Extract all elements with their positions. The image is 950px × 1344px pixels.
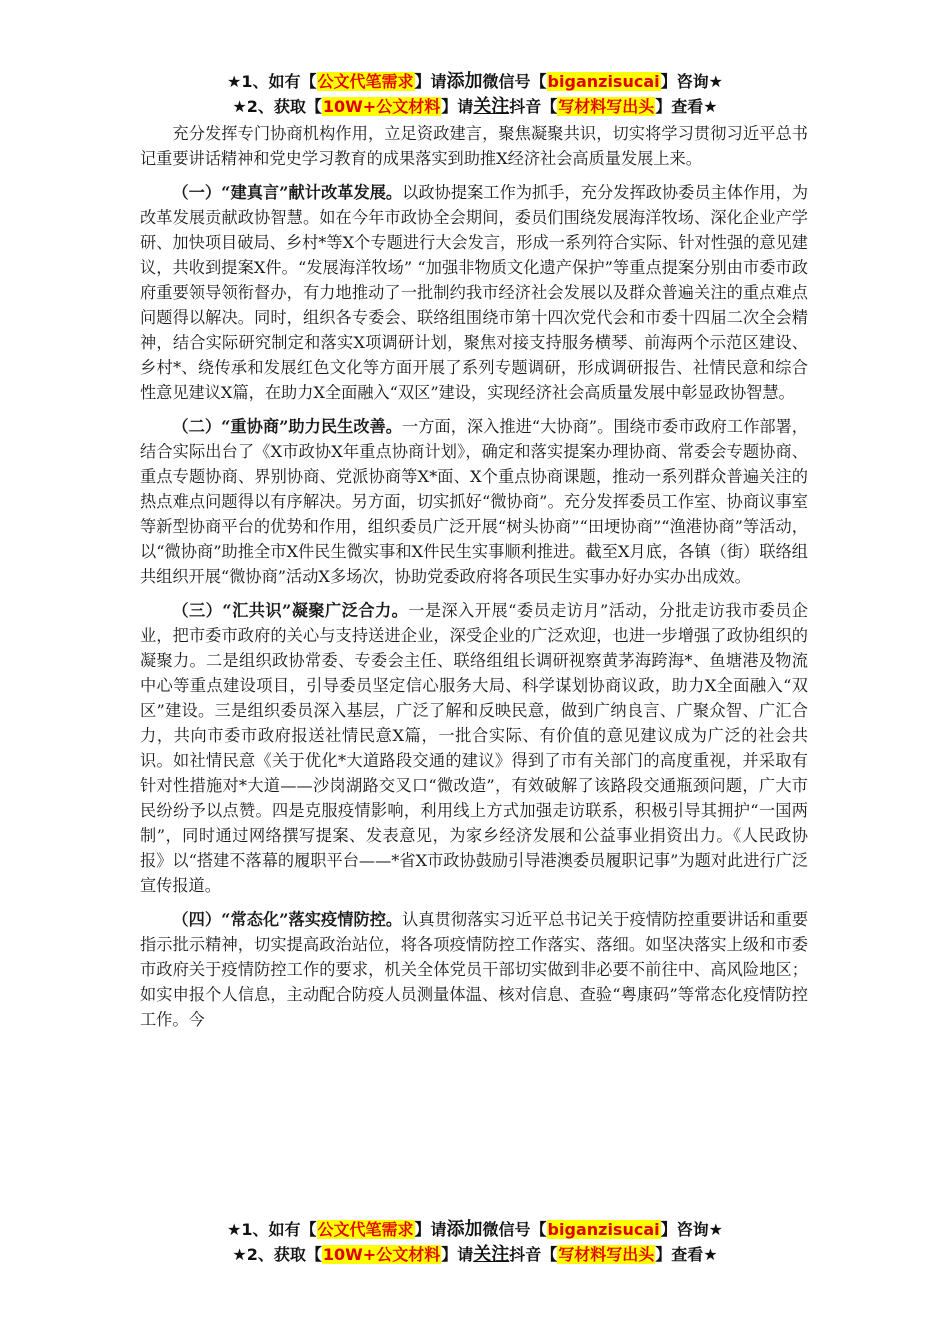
banner-text: ★1、如有【 <box>227 1220 317 1239</box>
banner-text: 抖音【 <box>509 97 558 116</box>
banner-text: ★1、如有【 <box>227 72 317 91</box>
emphasis-text: 关注 <box>473 96 510 117</box>
section-4-paragraph <box>140 907 808 1032</box>
section-3-heading: （三）“汇共识”凝聚广泛合力。 <box>172 601 409 620</box>
highlight-wechat-id: biganzisucai <box>547 1220 660 1239</box>
banner-text: ★2、获取【 <box>232 1245 322 1264</box>
highlight-service: 公文代笔需求 <box>317 72 414 91</box>
banner-text: 】请 <box>414 72 447 91</box>
banner-text: ★2、获取【 <box>232 97 322 116</box>
banner-text: 微信号【 <box>482 72 547 91</box>
banner-text: 】查看★ <box>655 1245 718 1264</box>
highlight-douyin-id: 写材料写出头 <box>558 97 655 116</box>
document-body <box>140 121 808 1032</box>
banner-text: 】请 <box>441 97 474 116</box>
section-1-body: 以政协提案工作为抓手，充分发挥政协委员主体作用，为改革发展贡献政协智慧。如在今年市政协全会期间，委员们围绕发展海洋牧场、深化企业产学研、加快项目破局、乡村*等X个专题进行大会发言，形成一系列符合实际、针对性强的意见建议，共收到提案X件。“发展海洋牧场” “加强非物质文化遗产保护”等重点提案分别由市委市政府重要领导领衔督办，有力地推动了一批制约我市经济社会发展以及群众普遍关注的重点难点问题得以解决。同时，组织各专委会、联络组围绕市第十四次党代会和市委十四届二次全会精神，结合实际研究制定和落实X项调研计划，聚焦对接支持服务横琴、前海两个示范区建设、乡村*、绕传承和发展红色文化等方面开展了系列专题调研，形成调研报告、社情民意和综合性意见建议X篇，在助力X全面融入“双区”建设，实现经济社会高质量发展中彰显政协智慧。 <box>140 183 809 402</box>
section-3-body: 一是深入开展“委员走访月”活动，分批走访我市委员企业，把市委市政府的关心与支持送进企业，深受企业的广泛欢迎，也进一步增强了政协组织的凝聚力。二是组织政协常委、专委会主任、联络组组长调研视察黄茅海跨海*、鱼塘港及物流中心等重点建设项目，引导委员坚定信心服务大局、科学谋划协商议政，助力X全面融入“双区”建设。三是组织委员深入基层，广泛了解和反映民意，做到广纳良言、广聚众智、广汇合力，共向市委市政府报送社情民意X篇，一批合实际、有价值的意见建议成为广泛的社会共识。如社情民意《关于优化*大道路段交通的建议》得到了市有关部门的高度重视，并采取有针对性措施对*大道——沙岗湖路交叉口“微改造”，有效破解了该路段交通瓶颈问题，广大市民纷纷予以点赞。四是克服疫情影响，利用线上方式加强走访联系，积极引导其拥护“一国两制”，同时通过网络撰写提案、发表意见，为家乡经济发展和公益事业捐资出力。《人民政协报》以“搭建不落幕的履职平台——*省X市政协鼓励引导港澳委员履职记事”为题对此进行广泛宣传报道。 <box>140 601 808 895</box>
section-1-paragraph <box>140 180 808 405</box>
section-2-heading: （二）“重协商”助力民生改善。 <box>172 417 403 436</box>
promo-banner-bottom-line-1 <box>0 1218 950 1242</box>
emphasis-text: 关注 <box>473 1244 510 1265</box>
highlight-materials: 10W+公文材料 <box>322 97 441 116</box>
highlight-wechat-id: biganzisucai <box>547 72 660 91</box>
banner-text: 】请 <box>414 1220 447 1239</box>
section-4-heading: （四）“常态化”落实疫情防控。 <box>172 910 403 929</box>
section-2-body: 一方面，深入推进“大协商”。围绕市委市政府工作部署，结合实际出台了《X市政协X年重点协商计划》，确定和落实提案办理协商、常委会专题协商、重点专题协商、界别协商、党派协商等X*面、X个重点协商课题，推动一系列群众普遍关注的热点难点问题得以有序解决。另方面，切实抓好“微协商”。充分发挥委员工作室、协商议事室等新型协商平台的优势和作用，组织委员广泛开展“树头协商”“田埂协商”“渔港协商”等活动，以“微协商”助推全市X件民生微实事和X件民生实事顺利推进。截至X月底，各镇（街）联络组共组织开展“微协商”活动X多场次，协助党委政府将各项民生实事办好办实办出成效。 <box>140 417 808 586</box>
highlight-materials: 10W+公文材料 <box>322 1245 441 1264</box>
banner-text: 】咨询★ <box>660 72 723 91</box>
emphasis-text: 添加 <box>446 71 483 92</box>
highlight-service: 公文代笔需求 <box>317 1220 414 1239</box>
banner-text: 抖音【 <box>509 1245 558 1264</box>
emphasis-text: 添加 <box>446 1219 483 1240</box>
banner-text: 】查看★ <box>655 97 718 116</box>
promo-banner-bottom-line-2 <box>0 1243 950 1267</box>
promo-banner-top-line-2 <box>0 95 950 119</box>
section-3-paragraph <box>140 598 808 898</box>
promo-banner-top-line-1 <box>0 70 950 94</box>
section-1-heading: （一）“建真言”献计改革发展。 <box>172 183 403 202</box>
highlight-douyin-id: 写材料写出头 <box>558 1245 655 1264</box>
section-4-body: 认真贯彻落实习近平总书记关于疫情防控重要讲话和重要指示批示精神，切实提高政治站位，将各项疫情防控工作落实、落细。如坚决落实上级和市委市政府关于疫情防控工作的要求，机关全体党员干部切实做到非必要不前往中、高风险地区；如实申报个人信息，主动配合防疫人员测量体温、核对信息、查验“粤康码”等常态化疫情防控工作。今 <box>140 910 809 1029</box>
banner-text: 微信号【 <box>482 1220 547 1239</box>
banner-text: 】请 <box>441 1245 474 1264</box>
intro-paragraph: 充分发挥专门协商机构作用，立足资政建言，聚焦凝聚共识，切实将学习贯彻习近平总书记重要讲话精神和党史学习教育的成果落实到助推X经济社会高质量发展上来。 <box>140 124 808 168</box>
banner-text: 】咨询★ <box>660 1220 723 1239</box>
section-2-paragraph <box>140 414 808 589</box>
